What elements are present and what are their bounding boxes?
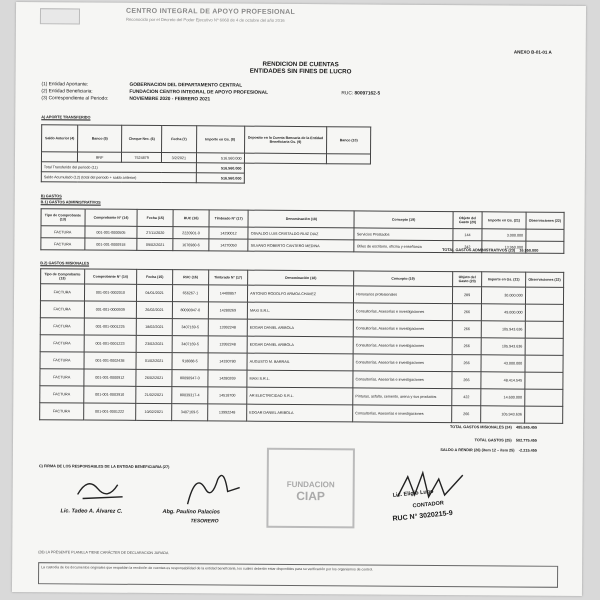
table-row: FACTURA 001-001-0001223 23/02/2021 3407169-5 13992248 EDGAR DANIEL ARIBOLA Consultorías, Asesorías e investigaciones 266 105.943.636 xyxy=(40,335,563,356)
saldo-a-rendir: SALDO A RENDIR (26) (ítem 12 – ítem 25) -2.215.455 xyxy=(440,447,537,453)
ruc: RUC: 80097162-5 xyxy=(341,91,381,97)
signature-1 xyxy=(73,474,133,504)
table-header-row: Saldo Anterior (4) Banco (5) Cheque Nro. (6) Fecha (7) Importe en Gs. (8) Deposito en la Cuenta Bancaria de la Entidad Beneficiaria Gs. (9) Banco (10) xyxy=(42,125,371,154)
table-row: FACTURA 001-001-0000912 26/02/2021 80090947-0 14280269 MAXI S.R.L. Consultorías, Asesorías e investigaciones 266 48.414.545 xyxy=(40,369,563,390)
org-title: CENTRO INTEGRAL DE APOYO PROFESIONAL xyxy=(125,7,296,16)
table-header-row: Tipo de Comprobante (13) Comprobante N° (14) Fecha (15) RUC (16) Timbrado N° (17) Denominación (18) Concepto (19) Objeto del Gasto (20) Importe en Gs. (21) Observaciones (22) xyxy=(41,269,564,288)
total-gastos: TOTAL GASTOS (25) 502.775.455 xyxy=(474,438,538,443)
fundacion-stamp: FUNDACION CIAP xyxy=(266,448,355,529)
section-b1-title: B.1) GASTOS ADMINISTRATIVOS xyxy=(40,200,101,205)
section-a-title: A) APORTE TRANSFERIDO xyxy=(41,115,91,120)
table-row: FACTURA 001-001-0002438 01/02/2021 918088-5 14330780 AUGUSTO M. BARRAIL Consultorías, Asesorías e investigaciones 266 43.000.000 xyxy=(40,352,563,373)
annex-code: ANEXO B-01-01 A xyxy=(513,49,552,55)
table-row: FACTURA 001-001-0000918 09/02/2021 1676980-6 14270050 SILVANO ROBERTO CANTERO MEDINA Útiles de escritorio, oficina y enseñanza 342 13.950.000 xyxy=(41,238,564,254)
signature-2 xyxy=(178,469,248,509)
page-title: RENDICION DE CUENTAS xyxy=(262,60,339,69)
info-beneficiaria: (2) Entidad Beneficiaria: FUNDACION CENTRO INTEGRAL DE APOYO PROFESIONAL xyxy=(41,89,269,96)
gastos-administrativos-table xyxy=(40,208,564,254)
footer-note: (28) LA PRESENTE PLANILLA TIENE CARÁCTER DE DECLARACION JURADA xyxy=(38,550,169,556)
signer-3-ruc: RUC N° 3020215-9 xyxy=(392,509,454,523)
total-administrativos: TOTAL GASTOS ADMINISTRATIVOS (23) 16.950.000 xyxy=(442,247,539,253)
section-b-title: B) GASTOS xyxy=(40,194,62,199)
gastos-misionales-table xyxy=(39,268,564,424)
section-b2-title: B.2) GASTOS MISIONALES xyxy=(40,261,90,266)
table-row: FACTURA 001-001-0003910 21/02/2021 80039317-4 14518700 AR ELECTRICIDAD S.R.L. Pinturas, asfalto, cemento, arena y sus productos 422 14.600.000 xyxy=(40,386,563,407)
table-row: BNF 7524879 3/2/2021 516.560.000 xyxy=(41,152,370,164)
org-subtitle: Reconocido por el Decreto del Poder Ejecutivo Nº 6068 de 4 de octubre del año 2016 xyxy=(125,16,285,23)
document-page xyxy=(12,2,586,596)
info-periodo: (3) Correspondiente al Periodo: NOVIEMBRE 2020 - FEBRERO 2021 xyxy=(41,96,211,103)
table-row: FACTURA 001-001-0001222 10/02/2021 3407169-5 13992248 EDGAR DANIEL ARIBOLA Consultorías, Asesorías e investigaciones 266 105.943.636 xyxy=(40,403,563,424)
signatures-title: C) FIRMA DE LOS RESPONSABLES DE LA ENTIDAD BENEFICIARIA (27) xyxy=(38,464,170,470)
total-misionales: TOTAL GASTOS MISIONALES (24) 485.845.455 xyxy=(449,425,538,430)
info-aportante: (1) Entidad Aportante: GOBERNACION DEL DEPARTAMENTO CENTRAL xyxy=(41,82,243,89)
table-row: FACTURA 001-001-0000505 27/11/2020 2220901-0 14290012 OSVALDO LUIS CRISTALDO RUIZ DIAZ Servicios Prestados 144 3.000.000 xyxy=(41,226,564,242)
signer-3-role: CONTADOR xyxy=(412,500,445,510)
table-row: FACTURA 001-001-0001225 18/02/2021 3407169-5 13992248 EDGAR DANIEL ARIBOLA Consultorías, Asesorías e investigaciones 266 105.943.636 xyxy=(40,318,563,339)
org-logo xyxy=(40,8,80,24)
footer-box: La custodia de los documentos originales que respaldan la rendición de cuentas es responsabilidad de la entidad beneficiaria, los cuales deberán estar disponibles para su verificación por los organismos de control. xyxy=(38,562,558,588)
total-transferido-row: Total Transferido del periodo (11) 516.560.000 xyxy=(41,162,370,174)
aporte-table xyxy=(41,124,371,184)
table-row: FACTURA 001-001-0002010 04/01/2021 656267-1 14400857 ANTONIO RODOLFO ARMOA CHAVEZ Honorarios profesionales 289 30.000.000 xyxy=(40,284,563,305)
saldo-acumulado-row: Saldo Acumulado (12) (total del periodo + saldo anterior) 516.560.000 xyxy=(41,172,370,184)
table-header-row: Tipo de Comprobante (13) Comprobante N° (14) Fecha (15) RUC (16) Timbrado N° (17) Denominación (18) Concepto (19) Objeto del Gasto (20) Importe en Gs. (21) Observaciones (22) xyxy=(41,209,564,230)
signer-2-role: TESORERO xyxy=(190,518,219,525)
signer-1-name: Lic. Tadeo A. Álvarez C. xyxy=(60,508,123,515)
page-subtitle: ENTIDADES SIN FINES DE LUCRO xyxy=(249,67,352,76)
signer-3-name: Lic. Eligio Lugo xyxy=(392,488,434,499)
table-row: FACTURA 001-001-0000939 26/02/2021 80090947-0 14280269 MAXI S.R.L. Consultorías, Asesorías e investigaciones 266 49.000.000 xyxy=(40,301,563,322)
signer-2-name: Abg. Paulino Palacios xyxy=(162,509,220,516)
